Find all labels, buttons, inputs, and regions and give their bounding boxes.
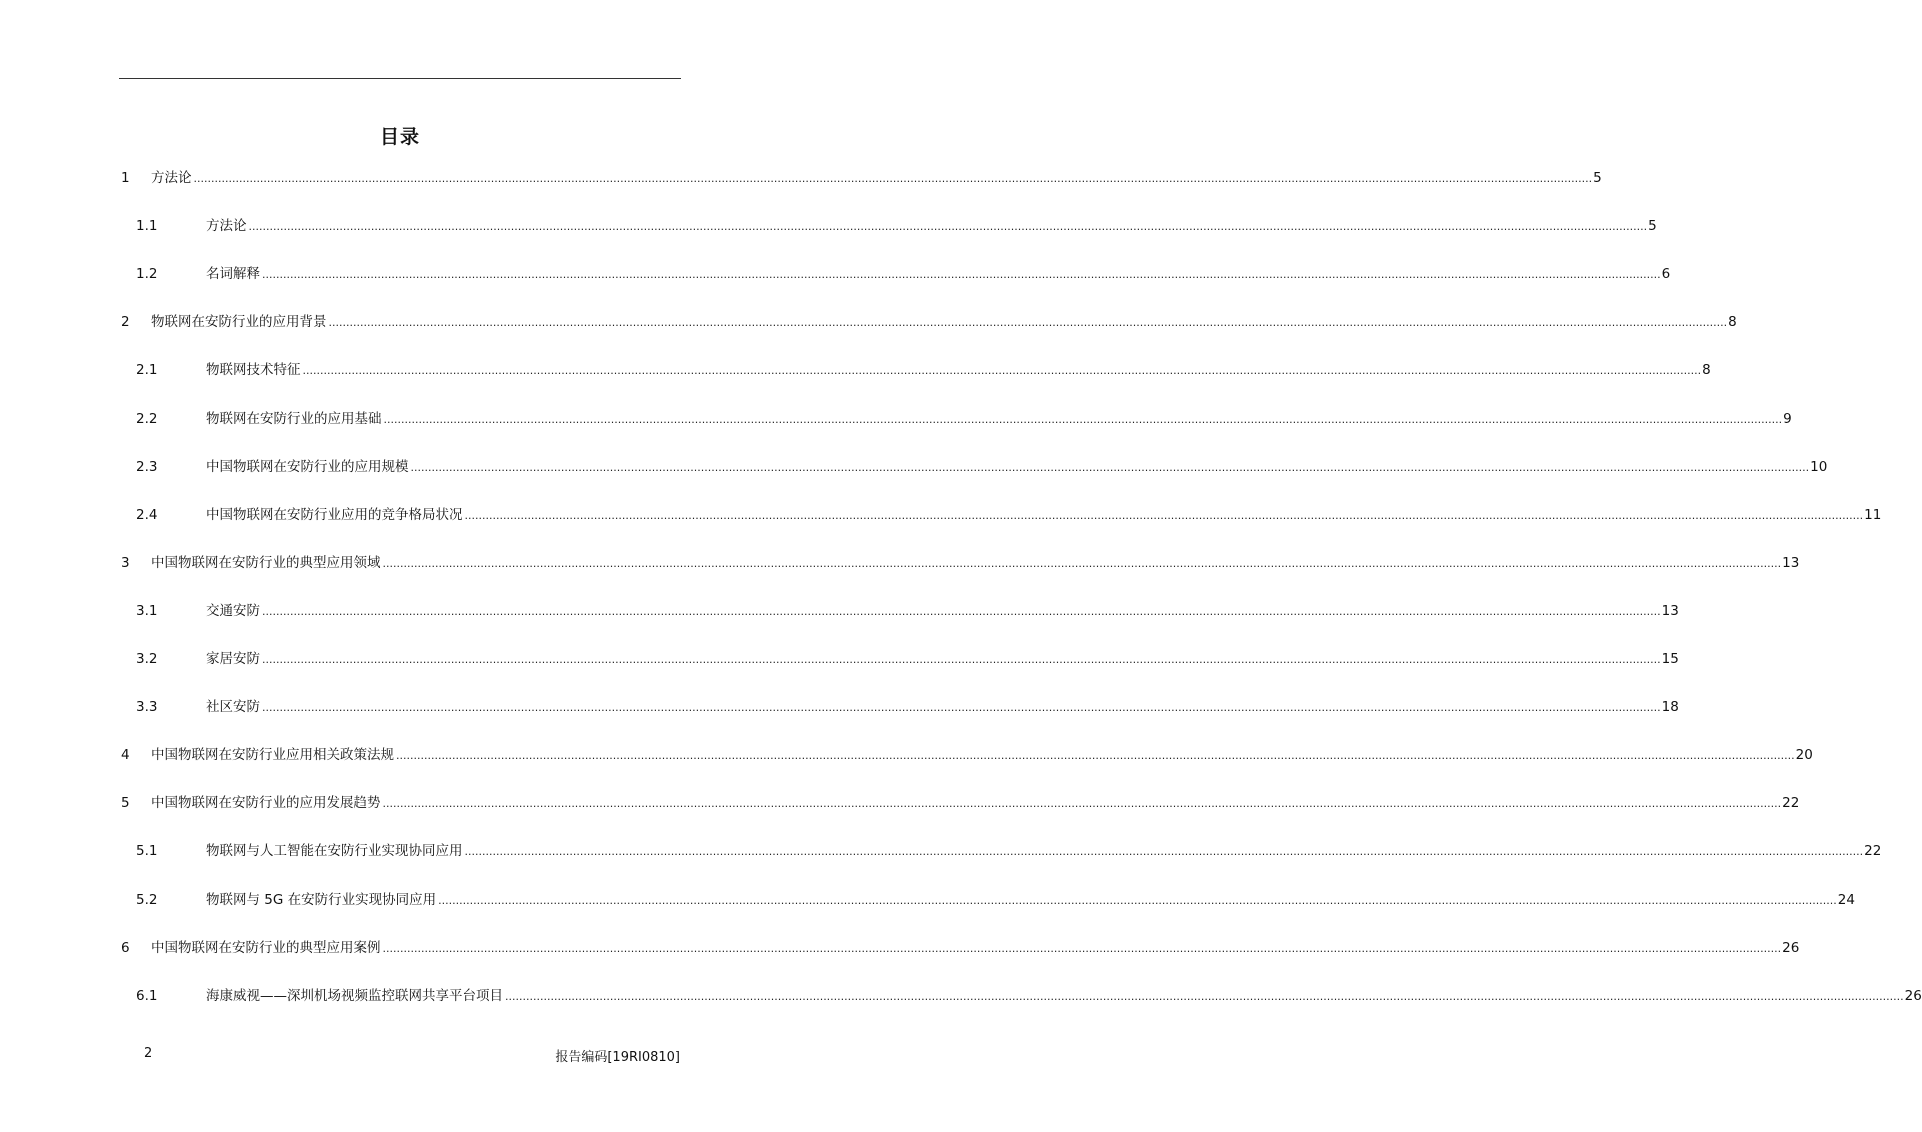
toc-entry-page: 22 xyxy=(1782,795,1800,812)
toc-dot-leader: ................................................................................................................................................................................................................................................................................................................................................................................................................ xyxy=(410,460,1810,474)
toc-entry[interactable] xyxy=(0,311,1737,333)
toc-entry-number: 5.1 xyxy=(136,843,158,860)
toc-entry-number: 1 xyxy=(121,170,130,186)
toc-entry[interactable] xyxy=(0,985,1922,1007)
toc-entry-title: 物联网在安防行业的应用基础 xyxy=(206,410,382,427)
toc-entry-number: 3.2 xyxy=(136,651,158,667)
toc-entry-number: 2.3 xyxy=(136,458,158,475)
toc-entry-page: 20 xyxy=(1795,747,1813,764)
toc-dot-leader: ................................................................................................................................................................................................................................................................................................................................................................................................................ xyxy=(382,556,1782,570)
footer-report-code: 报告编码[19RI0810] xyxy=(555,1050,680,1065)
toc-dot-leader: ................................................................................................................................................................................................................................................................................................................................................................................................................ xyxy=(505,989,1904,1003)
toc-entry-title: 名词解释 xyxy=(206,266,260,283)
toc-entry-page: 13 xyxy=(1782,554,1800,571)
toc-entry[interactable] xyxy=(0,889,1855,911)
toc-dot-leader: ................................................................................................................................................................................................................................................................................................................................................................................................................ xyxy=(382,797,1782,811)
toc-entry-title: 方法论 xyxy=(206,218,247,235)
toc-entry-page: 18 xyxy=(1661,699,1679,716)
toc-entry-title: 中国物联网在安防行业的应用规模 xyxy=(206,458,409,475)
toc-entry-title: 物联网与 5G 在安防行业实现协同应用 xyxy=(206,891,437,908)
toc-entry-number: 2.4 xyxy=(136,506,158,523)
toc-entry[interactable] xyxy=(0,215,1657,237)
toc-entry-title: 中国物联网在安防行业的典型应用领域 xyxy=(151,554,381,571)
toc-entry-number: 6.1 xyxy=(136,987,158,1004)
toc-dot-leader: ................................................................................................................................................................................................................................................................................................................................................................................................................ xyxy=(328,316,1728,330)
toc-entry-title: 中国物联网在安防行业的典型应用案例 xyxy=(151,939,381,956)
toc-entry[interactable] xyxy=(0,600,1679,622)
header-rule xyxy=(119,78,681,79)
toc-entry-title: 物联网技术特征 xyxy=(206,362,301,379)
footer-page-number: 2 xyxy=(144,1046,153,1061)
toc-entry-number: 1.1 xyxy=(136,218,158,235)
toc-entry-page: 26 xyxy=(1904,987,1922,1004)
toc-entry-number: 4 xyxy=(121,747,130,764)
toc-entry-number: 3.1 xyxy=(136,602,158,619)
toc-entry-number: 1.2 xyxy=(136,266,158,283)
toc-dot-leader: ................................................................................................................................................................................................................................................................................................................................................................................................................ xyxy=(396,749,1795,763)
toc-entry-number: 2.2 xyxy=(136,410,158,427)
toc-entry[interactable] xyxy=(0,263,1671,285)
toc-entry-page: 8 xyxy=(1728,314,1737,331)
toc-entry-number: 3 xyxy=(121,554,130,571)
toc-entry-title: 海康威视——深圳机场视频监控联网共享平台项目 xyxy=(206,987,503,1004)
toc-entry-page: 24 xyxy=(1837,891,1855,908)
toc-entry-page: 22 xyxy=(1864,843,1882,860)
toc-entry[interactable] xyxy=(0,744,1813,766)
toc-entry-number: 3.3 xyxy=(136,699,158,716)
toc-dot-leader: ................................................................................................................................................................................................................................................................................................................................................................................................................ xyxy=(382,941,1782,955)
toc-entry[interactable] xyxy=(0,167,1602,189)
toc-entry-number: 5.2 xyxy=(136,891,158,908)
toc-entry[interactable] xyxy=(0,552,1800,574)
toc-entry[interactable] xyxy=(0,456,1828,478)
toc-entry-title: 家居安防 xyxy=(206,651,260,667)
toc-entry-page: 8 xyxy=(1702,362,1711,379)
toc-dot-leader: ................................................................................................................................................................................................................................................................................................................................................................................................................ xyxy=(262,653,1661,666)
toc-entry-page: 9 xyxy=(1783,410,1792,427)
toc-entry-page: 26 xyxy=(1782,939,1800,956)
toc-entry-page: 5 xyxy=(1648,218,1657,235)
toc-entry[interactable] xyxy=(0,408,1792,430)
toc-entry[interactable] xyxy=(0,359,1711,381)
toc-entry-page: 15 xyxy=(1661,651,1679,667)
toc-entry-page: 6 xyxy=(1661,266,1671,283)
toc-entry-title: 物联网与人工智能在安防行业实现协同应用 xyxy=(206,843,463,860)
toc-entry-title: 物联网在安防行业的应用背景 xyxy=(151,314,327,331)
toc-entry[interactable] xyxy=(0,696,1679,718)
toc-entry-number: 2 xyxy=(121,314,130,331)
toc-dot-leader: ................................................................................................................................................................................................................................................................................................................................................................................................................ xyxy=(248,220,1648,234)
toc-dot-leader: ................................................................................................................................................................................................................................................................................................................................................................................................................ xyxy=(193,172,1593,185)
toc-entry-page: 5 xyxy=(1593,170,1602,186)
toc-entry-number: 5 xyxy=(121,795,130,812)
toc-entry-title: 交通安防 xyxy=(206,602,260,619)
toc-dot-leader: ................................................................................................................................................................................................................................................................................................................................................................................................................ xyxy=(464,845,1864,859)
toc-dot-leader: ................................................................................................................................................................................................................................................................................................................................................................................................................ xyxy=(262,701,1661,715)
toc-entry[interactable] xyxy=(0,840,1882,862)
toc-entry[interactable] xyxy=(0,504,1882,526)
toc-entry-number: 6 xyxy=(121,939,130,956)
toc-entry[interactable] xyxy=(0,648,1679,670)
toc-entry-page: 13 xyxy=(1661,602,1679,619)
toc-entry-title: 中国物联网在安防行业应用的竞争格局状况 xyxy=(206,506,463,523)
toc-dot-leader: ................................................................................................................................................................................................................................................................................................................................................................................................................ xyxy=(383,412,1783,426)
toc-entry-title: 中国物联网在安防行业应用相关政策法规 xyxy=(151,747,394,764)
toc-dot-leader: ................................................................................................................................................................................................................................................................................................................................................................................................................ xyxy=(302,364,1702,378)
toc-dot-leader: ................................................................................................................................................................................................................................................................................................................................................................................................................ xyxy=(262,268,1661,282)
toc-entry-title: 方法论 xyxy=(151,170,192,186)
toc-entry[interactable] xyxy=(0,792,1800,814)
toc-dot-leader: ................................................................................................................................................................................................................................................................................................................................................................................................................ xyxy=(464,508,1864,522)
toc-dot-leader: ................................................................................................................................................................................................................................................................................................................................................................................................................ xyxy=(262,604,1661,618)
toc-entry[interactable] xyxy=(0,937,1800,959)
toc-entry-title: 社区安防 xyxy=(206,699,260,716)
toc-entry-number: 2.1 xyxy=(136,362,158,379)
toc-entry-page: 11 xyxy=(1864,506,1882,523)
toc-entry-page: 10 xyxy=(1810,458,1828,475)
toc-dot-leader: ................................................................................................................................................................................................................................................................................................................................................................................................................ xyxy=(438,893,1837,907)
page-title: 目录 xyxy=(379,126,420,148)
toc-entry-title: 中国物联网在安防行业的应用发展趋势 xyxy=(151,795,381,812)
